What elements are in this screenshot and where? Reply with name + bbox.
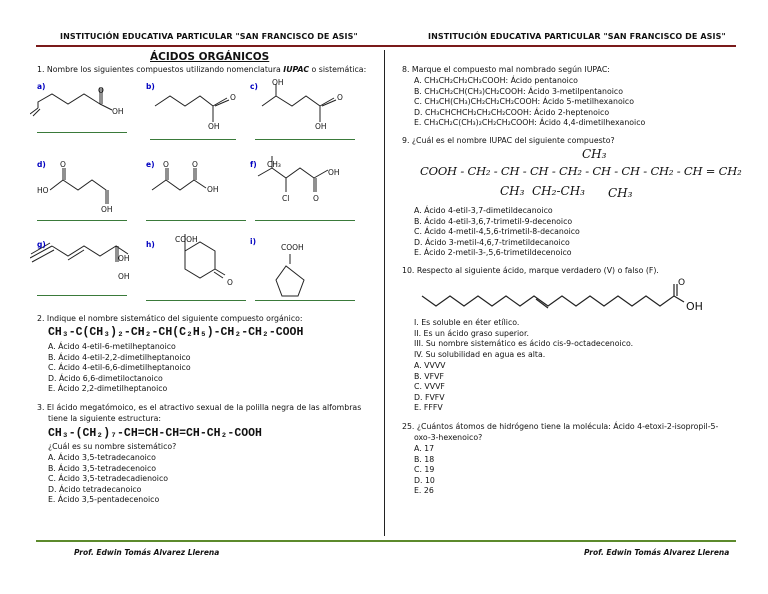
q10-option-d[interactable]: D. FVFV (414, 392, 445, 402)
q3-option-e[interactable]: E. Ácido 3,5-pentadecenoico (48, 495, 160, 505)
atom-f-oh: OH (328, 168, 340, 177)
atom-c-o: O (337, 93, 343, 102)
q10-option-e[interactable]: E. FFFV (414, 403, 443, 413)
q8-option-a[interactable]: A. CH₃CH₂CH₂CH₂COOH: Ácido pentanoico (414, 76, 578, 85)
structure-b (155, 96, 229, 122)
label-c: c) (250, 82, 258, 91)
atom-f-cl: Cl (282, 194, 290, 203)
q3-option-b[interactable]: B. Ácido 3,5-tetradecenoico (48, 463, 157, 473)
question-3-question: ¿Cuál es su nombre sistemático? (48, 442, 177, 451)
atom-e-o1: O (163, 160, 169, 169)
question-9-options (414, 206, 580, 259)
q9-formula-main: COOH - CH₂ - CH - CH - CH₂ - CH - CH - CH₂ - CH = CH₂ (420, 164, 742, 178)
atom-f-ch3: CH₃ (267, 160, 281, 169)
question-1-text: 1. Nombre los siguientes compuestos utilizando nomenclatura IUPAC o sistemática: (37, 65, 367, 74)
question-25-line2: oxo-3-hexenoico? (414, 433, 483, 442)
atom-c-oh-top: OH (272, 78, 284, 87)
answer-line-i[interactable] (255, 300, 355, 301)
q9-option-a[interactable]: A. Ácido 4-etil-3,7-dimetildecanoico (414, 206, 553, 215)
q9-option-b[interactable]: B. Ácido 4-etil-3,6,7-trimetil-9-decenoico (414, 216, 573, 226)
answer-line-e[interactable] (146, 220, 246, 221)
structures-figure (30, 76, 380, 308)
q2-option-b[interactable]: B. Ácido 4-etil-2,2-dimetilheptanoico (48, 352, 191, 362)
atom-b-oh: OH (208, 122, 220, 131)
atom-h-o: O (227, 278, 233, 287)
atom-c-oh: OH (315, 122, 327, 131)
answer-line-f[interactable] (255, 220, 355, 221)
atom-g-o: OH (118, 272, 130, 281)
q9-option-e[interactable]: E. Ácido 2-metil-3-,5,6-trimetildecenoico (414, 248, 572, 258)
q9-option-d[interactable]: D. Ácido 3-metil-4,6,7-trimetildecanoico (414, 237, 570, 247)
oleic-acid-structure (420, 280, 720, 314)
q8-option-c[interactable]: C. CH₃CH(CH₃)CH₂CH₂CH₂COOH: Ácido 5-metilhexanoico (414, 97, 634, 107)
atom-oleic-o: O (678, 278, 686, 288)
label-g: g) (37, 240, 46, 249)
answer-line-d[interactable] (37, 220, 127, 221)
label-f: f) (250, 160, 257, 169)
structure-i (276, 254, 304, 296)
footer-left: Prof. Edwin Tomás Alvarez Llerena (74, 548, 220, 557)
q10-option-c[interactable]: C. VVVF (414, 382, 445, 392)
question-3-formula: CH₃-(CH₂)₇-CH=CH-CH=CH-CH₂-COOH (48, 427, 262, 440)
question-2-options (48, 342, 191, 395)
structure-d (50, 168, 108, 204)
q8-option-b[interactable]: B. CH₃CH₂CH(CH₃)CH₂COOH: Ácido 3-metilpentanoico (414, 86, 623, 96)
q9-option-c[interactable]: C. Ácido 4-metil-4,5,6-trimetil-8-decanoico (414, 227, 580, 237)
q2-option-e[interactable]: E. Ácido 2,2-dimetilheptanoico (48, 384, 168, 394)
q10-option-b[interactable]: B. VFVF (414, 371, 444, 381)
q2-option-a[interactable]: A. Ácido 4-etil-6-metilheptanoico (48, 342, 176, 351)
answer-line-h[interactable] (146, 300, 246, 301)
atom-a-oh: OH (112, 107, 124, 116)
header-right: INSTITUCIÓN EDUCATIVA PARTICULAR "SAN FRANCISCO DE ASIS" (428, 32, 726, 41)
q9-sub-2: CH₂-CH₃ (532, 184, 585, 198)
q9-sub-1: CH₃ (500, 184, 525, 198)
answer-line-b[interactable] (150, 139, 236, 140)
label-e: e) (146, 160, 155, 169)
header-left: INSTITUCIÓN EDUCATIVA PARTICULAR "SAN FRANCISCO DE ASIS" (60, 32, 358, 41)
q25-option-b[interactable]: B. 18 (414, 454, 435, 464)
label-d: d) (37, 160, 46, 169)
label-b: b) (146, 82, 155, 91)
q10-statement-3: III. Su nombre sistemático es ácido cis-9-octadecenoico. (414, 339, 634, 349)
q25-option-d[interactable]: D. 10 (414, 475, 435, 485)
atom-d-o: O (60, 160, 66, 169)
atom-b-o: O (230, 93, 236, 102)
structure-c (262, 84, 336, 122)
question-3-options (48, 453, 168, 506)
q3-option-d[interactable]: D. Ácido tetradecanoico (48, 484, 142, 494)
atom-d-oh: OH (101, 205, 113, 214)
q2-option-d[interactable]: D. Ácido 6,6-dimetiloctanoico (48, 373, 163, 383)
header-rule (36, 45, 736, 47)
q8-option-e[interactable]: E. CH₃CH₂C(CH₃)₂CH₂CH₂COOH: Ácido 4,4-dimetilhexanoico (414, 118, 646, 128)
question-8-text: 8. Marque el compuesto mal nombrado según IUPAC: (402, 65, 610, 74)
q25-option-c[interactable]: C. 19 (414, 465, 435, 475)
question-2-text: 2. Indique el nombre sistemático del siguiente compuesto orgánico: (37, 314, 303, 323)
answer-line-a[interactable] (37, 132, 127, 133)
q8-option-d[interactable]: D. CH₃CHCHCH₂CH₂CH₂COOH: Ácido 2-heptenoico (414, 107, 610, 117)
atom-d-ho: HO (37, 186, 49, 195)
label-i: i) (250, 237, 256, 246)
atom-e-o2: O (192, 160, 198, 169)
question-25-options (414, 444, 435, 497)
question-3-line2: tiene la siguiente estructura: (48, 414, 161, 423)
question-2-formula: CH₃-C(CH₃)₂-CH₂-CH(C₂H₅)-CH₂-CH₂-COOH (48, 326, 304, 339)
question-10-statements (414, 318, 633, 360)
atom-g-oh: OH (118, 254, 130, 263)
q10-statement-1: I. Es soluble en éter etílico. (414, 318, 520, 327)
page-title: ÁCIDOS ORGÁNICOS (150, 51, 270, 63)
q3-option-a[interactable]: A. Ácido 3,5-tetradecanoico (48, 453, 156, 462)
column-divider (384, 50, 385, 536)
q3-option-c[interactable]: C. Ácido 3,5-tetradecadienoico (48, 474, 169, 484)
atom-a-o: O (98, 86, 104, 95)
q9-sub-3: CH₃ (608, 186, 633, 200)
footer-rule (36, 540, 736, 542)
q10-statement-4: IV. Su solubilidad en agua es alta. (414, 349, 546, 359)
q10-statement-2: II. Es un ácido graso superior. (414, 328, 529, 338)
atom-oleic-oh: OH (686, 300, 703, 313)
question-3-line1: 3. El ácido megatómoico, es el atractivo sexual de la polilla negra de las alfombras (37, 403, 362, 412)
question-10-text: 10. Respecto al siguiente ácido, marque verdadero (V) o falso (F). (402, 266, 659, 275)
label-a: a) (37, 82, 46, 91)
label-h: h) (146, 240, 155, 249)
footer-right: Prof. Edwin Tomás Alvarez Llerena (584, 548, 730, 557)
atom-e-oh: OH (207, 185, 219, 194)
atom-h-cooh: COOH (175, 235, 198, 244)
question-9-text: 9. ¿Cuál es el nombre IUPAC del siguiente compuesto? (402, 136, 615, 145)
answer-line-g[interactable] (37, 295, 127, 296)
structure-e (152, 168, 206, 190)
question-25-line1: 25. ¿Cuántos átomos de hidrógeno tiene la molécula: Ácido 4-etoxi-2-isopropil-5- (402, 422, 719, 431)
atom-f-o: O (313, 194, 319, 203)
answer-line-c[interactable] (255, 139, 355, 140)
q2-option-c[interactable]: C. Ácido 4-etil-6,6-dimetilheptanoico (48, 363, 191, 373)
q25-option-a[interactable]: A. 17 (414, 444, 435, 453)
q9-sub-top: CH₃ (582, 147, 607, 161)
question-10-options (414, 361, 446, 414)
q25-option-e[interactable]: E. 26 (414, 486, 434, 496)
question-8-options (414, 76, 645, 129)
atom-i-cooh: COOH (281, 243, 304, 252)
q10-option-a[interactable]: A. VVVV (414, 361, 446, 370)
